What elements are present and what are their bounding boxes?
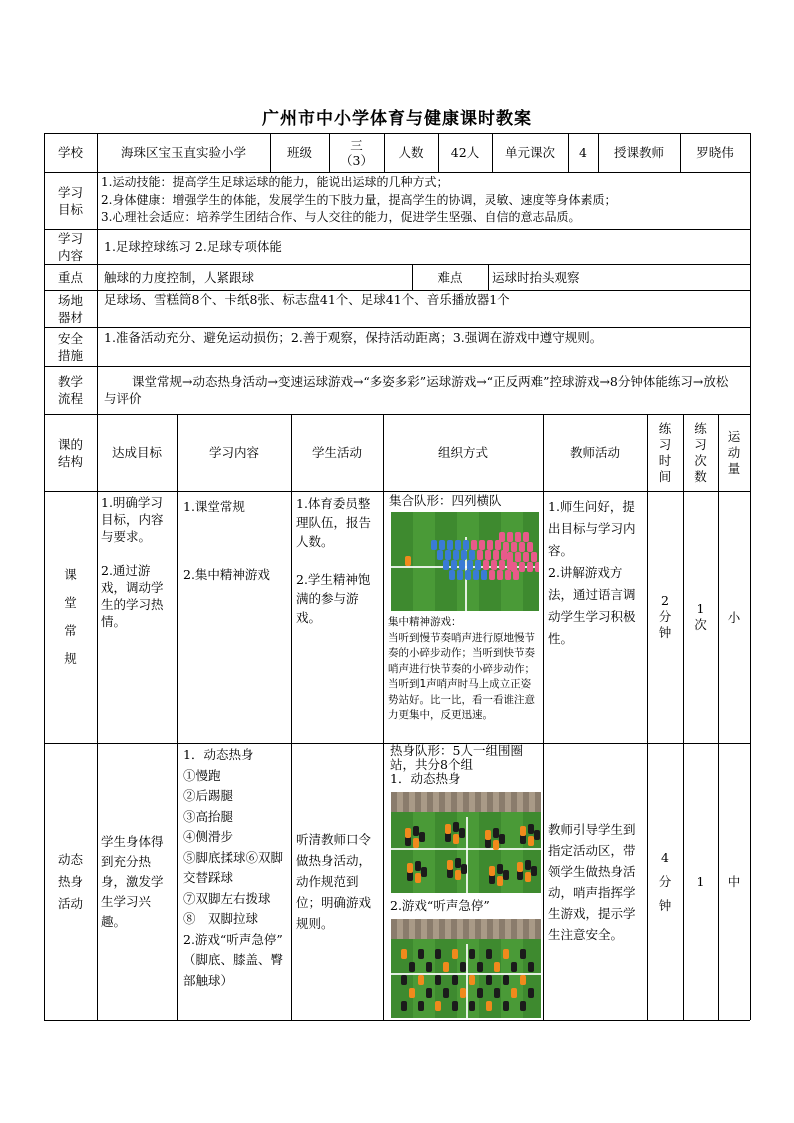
row2-org-title: 热身队形：5人一组围圈站，共分8个组 1．动态热身 xyxy=(390,744,523,786)
student-figure xyxy=(489,570,495,580)
row1-org-note: 集中精神游戏： 当听到慢节奏哨声进行原地慢节奏的小碎步动作；当听到快节奏哨声进行快节奏的小碎步动作；当听到1声哨声时马上成立正姿势站好。比一比，看一看谁注意力更集中，反更迅速。 xyxy=(388,616,535,721)
student-figure xyxy=(439,540,445,550)
page-title: 广州市中小学体育与健康课时教案 xyxy=(262,109,532,129)
student-figure xyxy=(437,550,443,560)
table-rule xyxy=(177,414,178,1020)
student-figure xyxy=(525,860,531,870)
student-figure xyxy=(515,532,521,542)
student-figure xyxy=(511,962,517,972)
student-figure xyxy=(413,838,419,848)
row2-teacher: 教师引导学生到指定活动区，带领学生做热身活动，哨声指挥学生游戏，提示学生注意安全。 xyxy=(548,821,636,942)
table-rule xyxy=(383,414,384,1020)
student-figure xyxy=(481,570,487,580)
unit-label: 单元课次 xyxy=(504,145,555,160)
student-figure xyxy=(445,824,451,834)
teacher-value: 罗晓伟 xyxy=(696,145,734,160)
student-figure xyxy=(443,560,449,570)
student-figure xyxy=(431,540,437,550)
student-figure xyxy=(467,560,473,570)
table-rule xyxy=(97,414,98,1020)
student-figure xyxy=(520,975,526,985)
student-figure xyxy=(503,542,509,552)
col-header-load: 运 动 量 xyxy=(727,428,741,476)
student-figure xyxy=(494,962,500,972)
col-header-structure: 课的 结构 xyxy=(57,436,83,469)
table-rule xyxy=(543,414,544,1020)
student-figure xyxy=(455,858,461,868)
student-figure xyxy=(503,1001,509,1011)
col-header-time: 练 习 时 间 xyxy=(658,420,672,484)
student-figure xyxy=(527,562,533,572)
student-figure xyxy=(461,864,467,874)
student-figure xyxy=(447,540,453,550)
student-figure xyxy=(499,532,505,542)
student-figure xyxy=(528,824,534,834)
student-figure xyxy=(460,962,466,972)
row1-time: 2 分 钟 xyxy=(658,593,672,640)
student-figure xyxy=(460,988,466,998)
student-figure xyxy=(415,861,421,871)
goals-text xyxy=(101,174,747,229)
row1-content: 1.课堂常规 2.集中精神游戏 xyxy=(183,499,270,582)
goals-label: 学习 目标 xyxy=(57,184,83,217)
student-figure xyxy=(485,550,491,560)
venue-label: 场地 器材 xyxy=(57,292,83,325)
student-figure xyxy=(477,962,483,972)
row2-goal: 学生身体得到充分热身，激发学生学习兴趣。 xyxy=(101,833,164,929)
student-figure xyxy=(503,870,509,880)
safety-text: 1.准备活动充分、避免运动损伤；2.善于观察，保持活动距离；3.强调在游戏中遵守规则。 xyxy=(104,330,603,345)
student-figure xyxy=(503,975,509,985)
student-figure xyxy=(469,550,475,560)
student-figure xyxy=(517,862,523,872)
class-value: 三 （3） xyxy=(340,137,373,168)
student-figure xyxy=(507,552,513,562)
student-figure xyxy=(497,876,503,886)
row2-structure: 动态 热身 活动 xyxy=(57,852,83,911)
student-figure xyxy=(455,540,461,550)
student-figure xyxy=(499,560,505,570)
class-label: 班级 xyxy=(286,145,312,160)
goal-line: 1.运动技能：提高学生足球运球的能力，能说出运球的几种方式； xyxy=(101,175,449,189)
student-figure xyxy=(475,560,481,570)
student-figure xyxy=(469,949,475,959)
student-figure xyxy=(449,570,455,580)
student-figure xyxy=(453,834,459,844)
table-rule xyxy=(44,1020,750,1021)
row1-reps: 1 次 xyxy=(694,601,707,632)
student-figure xyxy=(520,949,526,959)
student-figure xyxy=(528,836,534,846)
student-figure xyxy=(519,542,525,552)
content-label: 学习 内容 xyxy=(57,230,83,263)
student-figure xyxy=(479,540,485,550)
student-figure xyxy=(453,822,459,832)
student-figure xyxy=(493,840,499,850)
student-figure xyxy=(405,556,411,566)
table-rule xyxy=(488,264,489,290)
student-figure xyxy=(519,562,525,572)
student-figure xyxy=(407,863,413,873)
student-figure xyxy=(415,873,421,883)
col-header-org: 组织方式 xyxy=(437,445,488,460)
student-figure xyxy=(409,962,415,972)
student-figure xyxy=(535,562,539,572)
student-figure xyxy=(515,552,521,562)
student-figure xyxy=(525,872,531,882)
student-figure xyxy=(463,540,469,550)
student-figure xyxy=(531,552,537,562)
student-figure xyxy=(461,550,467,560)
flow-text: 课堂常规→动态热身活动→变速运球游戏→“多姿多彩”运球游戏→“正反两难”控球游戏→8分钟体能练习→放松与评价 xyxy=(104,374,729,406)
student-figure xyxy=(418,975,424,985)
row1-teacher: 1.师生问好，提出目标与学习内容。 2.讲解游戏方法，通过语言调动学生学习积极性。 xyxy=(548,499,636,646)
col-header-goal: 达成目标 xyxy=(111,445,162,460)
table-rule xyxy=(44,366,750,367)
goal-line: 3.心理社会适应：培养学生团结合作、与人交往的能力，促进学生坚强、自信的意志品质。 xyxy=(101,210,581,224)
student-figure xyxy=(493,828,499,838)
student-figure xyxy=(494,988,500,998)
student-figure xyxy=(443,962,449,972)
row1-student: 1.体育委员整理队伍，报告人数。 2.学生精神饱满的参与游戏。 xyxy=(296,496,372,625)
student-figure xyxy=(418,949,424,959)
student-figure xyxy=(485,830,491,840)
student-figure xyxy=(486,949,492,959)
student-figure xyxy=(511,542,517,552)
row2-time: 4 分 钟 xyxy=(658,849,672,913)
table-rule xyxy=(750,133,751,1020)
row2-load: 中 xyxy=(727,874,741,889)
col-header-student: 学生活动 xyxy=(311,445,362,460)
student-figure xyxy=(473,570,479,580)
formation-photo xyxy=(391,512,539,611)
student-figure xyxy=(459,828,465,838)
student-figure xyxy=(457,570,463,580)
student-figure xyxy=(523,552,529,562)
student-figure xyxy=(477,988,483,998)
student-figure xyxy=(486,1001,492,1011)
student-figure xyxy=(528,988,534,998)
teacher-label: 授课教师 xyxy=(613,145,664,160)
goal-line: 2.身体健康：增强学生的体能，发展学生的下肢力量，提高学生的协调，灵敏、速度等身体素质； xyxy=(101,192,617,207)
student-figure xyxy=(497,864,503,874)
row1-structure: 课 堂 常 规 xyxy=(64,567,77,666)
student-figure xyxy=(471,540,477,550)
student-figure xyxy=(452,949,458,959)
student-figure xyxy=(491,560,497,570)
difficulty-text: 运球时抬头观察 xyxy=(492,269,580,285)
difficulty-label: 难点 xyxy=(437,269,463,285)
student-figure xyxy=(465,570,471,580)
student-figure xyxy=(405,828,411,838)
student-figure xyxy=(413,826,419,836)
student-figure xyxy=(511,562,517,572)
student-figure xyxy=(421,867,427,877)
row2-reps: 1 xyxy=(696,874,705,889)
student-figure xyxy=(489,866,495,876)
student-figure xyxy=(409,988,415,998)
row1-goal: 1.明确学习目标，内容与要求。 2.通过游戏，调动学生的学习热情。 xyxy=(101,495,164,629)
row2-content: 1．动态热身 ①慢跑 ②后踢腿 ③高抬腿 ④侧滑步 ⑤脚底揉球⑥双脚交替踩球 ⑦双脚左右拨球 ⑧ 双脚拉球 2.游戏“听声急停” （脚底、膝盖、臀部触球） xyxy=(183,747,284,988)
table-rule xyxy=(291,414,292,1020)
venue-text: 足球场、雪糕筒8个、卡纸8张、标志盘41个、足球41个、音乐播放器1个 xyxy=(104,292,510,307)
school-value: 海珠区宝玉直实验小学 xyxy=(120,145,246,160)
row1-load: 小 xyxy=(727,609,741,625)
student-figure xyxy=(419,832,425,842)
row1-org-title: 集合队形：四列横队 xyxy=(389,493,502,508)
col-header-content: 学习内容 xyxy=(208,445,259,460)
keypoint-text: 触球的力度控制，人紧跟球 xyxy=(104,269,255,285)
student-figure xyxy=(486,975,492,985)
content-text: 1.足球控球练习 2.足球专项体能 xyxy=(104,239,282,254)
student-figure xyxy=(401,949,407,959)
student-figure xyxy=(435,1001,441,1011)
row2-student: 听清教师口令做热身活动，动作规范到位；明确游戏规则。 xyxy=(296,832,372,931)
safety-label: 安全 措施 xyxy=(57,330,83,363)
student-figure xyxy=(401,975,407,985)
student-figure xyxy=(455,870,461,880)
game-photo xyxy=(391,919,541,1018)
student-figure xyxy=(499,834,505,844)
student-figure xyxy=(418,1001,424,1011)
student-figure xyxy=(435,949,441,959)
student-figure xyxy=(401,1001,407,1011)
student-figure xyxy=(487,540,493,550)
col-header-reps: 练 习 次 数 xyxy=(694,420,707,484)
student-figure xyxy=(507,532,513,542)
student-figure xyxy=(523,532,529,542)
student-figure xyxy=(493,550,499,560)
student-figure xyxy=(443,988,449,998)
student-figure xyxy=(534,830,540,840)
student-figure xyxy=(477,550,483,560)
student-figure xyxy=(426,988,432,998)
student-figure xyxy=(520,1001,526,1011)
count-value: 42人 xyxy=(450,145,480,160)
student-figure xyxy=(453,550,459,560)
student-figure xyxy=(447,860,453,870)
keypoint-label: 重点 xyxy=(57,269,83,285)
student-figure xyxy=(528,962,534,972)
warmup-photo xyxy=(391,792,541,893)
student-figure xyxy=(451,560,457,570)
unit-value: 4 xyxy=(579,145,587,160)
student-figure xyxy=(452,975,458,985)
student-figure xyxy=(527,542,533,552)
student-figure xyxy=(426,962,432,972)
student-figure xyxy=(469,975,475,985)
student-figure xyxy=(520,826,526,836)
student-figure xyxy=(452,1001,458,1011)
school-label: 学校 xyxy=(57,145,83,160)
student-figure xyxy=(469,1001,475,1011)
table-rule xyxy=(44,172,750,173)
count-label: 人数 xyxy=(398,145,424,160)
row2-org-note: 2.游戏“听声急停” xyxy=(390,898,490,913)
student-figure xyxy=(483,560,489,570)
student-figure xyxy=(531,866,537,876)
table-rule xyxy=(44,327,750,328)
flow-label: 教学 流程 xyxy=(57,374,83,406)
student-figure xyxy=(503,949,509,959)
student-figure xyxy=(459,560,465,570)
student-figure xyxy=(497,570,503,580)
student-figure xyxy=(445,550,451,560)
student-figure xyxy=(505,570,511,580)
col-header-teacher: 教师活动 xyxy=(569,445,620,460)
student-figure xyxy=(511,988,517,998)
student-figure xyxy=(435,975,441,985)
table-rule xyxy=(97,172,98,414)
